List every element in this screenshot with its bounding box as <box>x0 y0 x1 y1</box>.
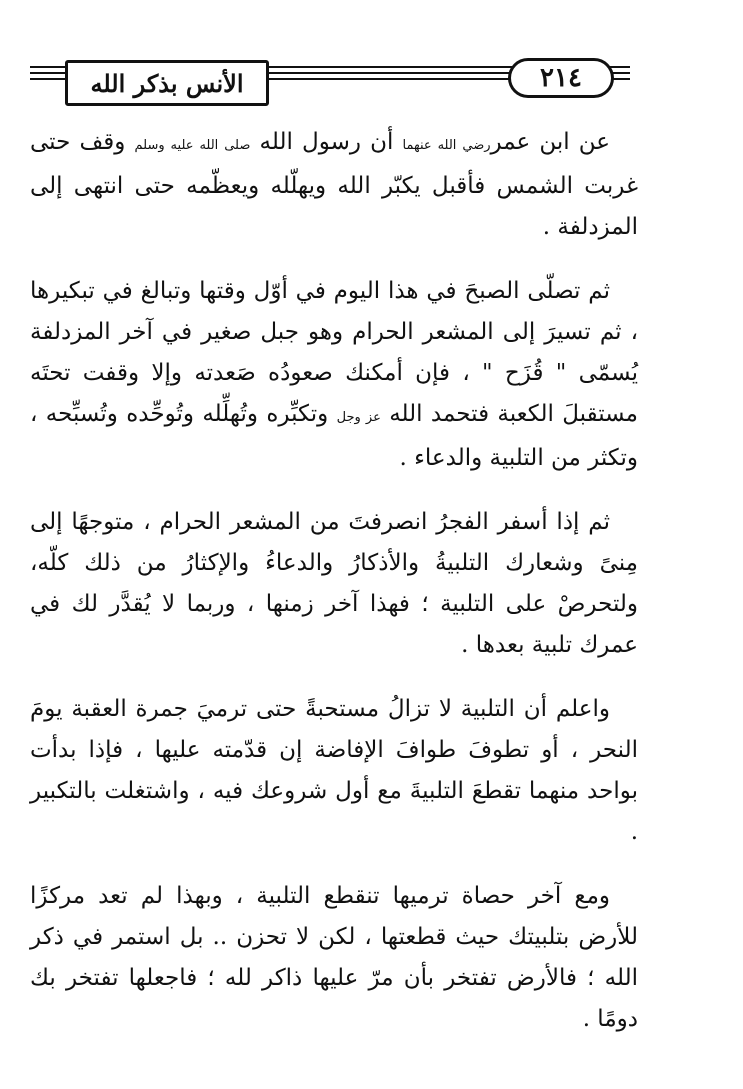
paragraph-4: واعلم أن التلبية لا تزالُ مستحبةً حتى ترميَ جمرة العقبة يومَ النحر ، أو تطوفَ طوافَ الإفاضة إن قدّمته عليها ، فإذا بدأت بواحد منهما تقطعَ التلبيةَ مع أول شروعك فيه ، واشتغلت بالتكبير . <box>30 696 638 845</box>
paragraph-2-text-b: وتكبِّره وتُهلِّله وتُوحِّده وتُسبِّحه ، وتكثر من التلبية والدعاء . <box>30 401 638 471</box>
paragraph-1-text-a: عن ابن عمر <box>490 129 610 155</box>
running-title: الأنس بذكر الله <box>65 60 269 106</box>
paragraph-1-text-b: أن رسول الله <box>250 129 403 155</box>
page-body <box>30 122 638 1063</box>
paragraph-3: ثم إذا أسفر الفجرُ انصرفتَ من المشعر الحرام ، متوجهًا إلى مِنىً وشعارك التلبيةُ والأذكارُ والدعاءُ والإكثارُ من ذلك كلّه، ولتحرصْ على التلبية ؛ فهذا آخر زمنها ، وربما لا يُقدَّر لك في عمرك تلبية بعدها . <box>30 509 638 658</box>
honorific-salla: صلى الله عليه وسلم <box>134 138 251 153</box>
paragraph-1 <box>30 122 638 248</box>
honorific-radiallah: رضي الله عنهما <box>402 138 491 153</box>
page-number: ٢١٤ <box>508 58 614 98</box>
page-header <box>30 52 630 102</box>
paragraph-1-text-c: وقف حتى غربت الشمس فأقبل يكبّر الله ويهلّله ويعظّمه حتى انتهى إلى المزدلفة . <box>30 129 638 240</box>
paragraph-2 <box>30 271 638 479</box>
paragraph-5: ومع آخر حصاة ترميها تنقطع التلبية ، وبهذا لم تعد مركزًا للأرض بتلبيتك حيث قطعتها ، لكن لا تحزن .. بل استمر في ذكر الله ؛ فالأرض تفتخر بأن مرّ عليها ذاكر لله ؛ فاجعلها تفتخر بك دومًا . <box>30 883 638 1032</box>
honorific-azza-wajal: عز وجل <box>336 410 381 425</box>
paragraph-2-text-a: ثم تصلّى الصبحَ في هذا اليوم في أوّل وقتها وتبالغ في تبكيرها ، ثم تسيرَ إلى المشعر الحرام وهو جبل صغير في آخر المزدلفة يُسمّى " قُزَح " ، فإن أمكنك صعودُه صَعدته وإلا وقفت تحتَه مستقبلَ الكعبة فتحمد الله <box>30 278 638 427</box>
